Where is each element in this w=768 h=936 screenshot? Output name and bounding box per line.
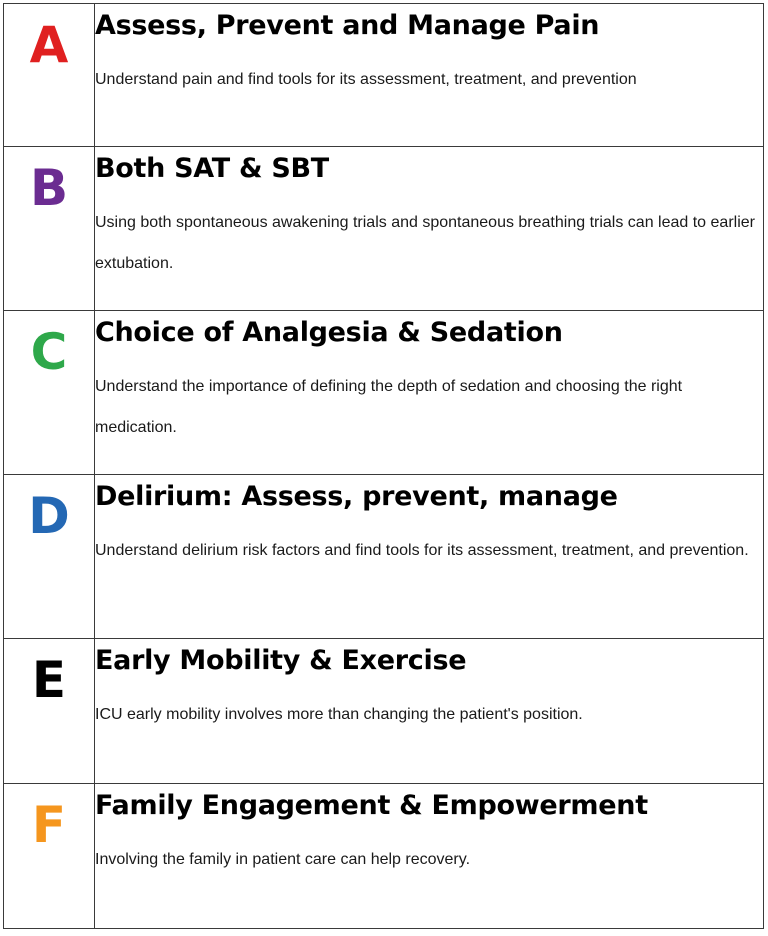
- row-description: Understand delirium risk factors and find tools for its assessment, treatment, and prevention.: [95, 542, 749, 559]
- row-title: Delirium: Assess, prevent, manage: [95, 481, 618, 512]
- row-letter: E: [31, 651, 67, 709]
- letter-cell: [4, 784, 95, 929]
- row-description: Using both spontaneous awakening trials and spontaneous breathing trials can lead to earlier extubation.: [95, 214, 755, 272]
- letter-cell: [4, 475, 95, 639]
- letter-cell: [4, 311, 95, 475]
- table-row: [4, 311, 764, 475]
- row-description: Understand the importance of defining the depth of sedation and choosing the right medication.: [95, 378, 683, 436]
- row-letter: B: [29, 159, 69, 217]
- letter-cell: [4, 147, 95, 311]
- table-row: [4, 475, 764, 639]
- row-title: Both SAT & SBT: [95, 153, 329, 184]
- content-cell: [95, 639, 764, 784]
- row-letter: D: [28, 487, 70, 545]
- row-description: ICU early mobility involves more than changing the patient's position.: [95, 706, 583, 723]
- row-letter: F: [31, 796, 67, 854]
- content-cell: [95, 4, 764, 147]
- content-cell: [95, 475, 764, 639]
- content-cell: [95, 147, 764, 311]
- row-title: Choice of Analgesia & Sedation: [95, 317, 563, 348]
- row-description: Involving the family in patient care can help recovery.: [95, 851, 471, 868]
- content-cell: [95, 311, 764, 475]
- letter-cell: [4, 639, 95, 784]
- row-letter: A: [29, 16, 69, 74]
- row-title: Family Engagement & Empowerment: [95, 790, 648, 821]
- row-letter: C: [30, 323, 68, 381]
- table-row: [4, 784, 764, 929]
- content-cell: [95, 784, 764, 929]
- letter-cell: [4, 4, 95, 147]
- table-row: [4, 4, 764, 147]
- row-title: Early Mobility & Exercise: [95, 645, 467, 676]
- row-title: Assess, Prevent and Manage Pain: [95, 10, 600, 41]
- table-row: [4, 639, 764, 784]
- table-row: [4, 147, 764, 311]
- abcdef-bundle-table: [3, 3, 764, 929]
- row-description: Understand pain and find tools for its assessment, treatment, and prevention: [95, 71, 637, 88]
